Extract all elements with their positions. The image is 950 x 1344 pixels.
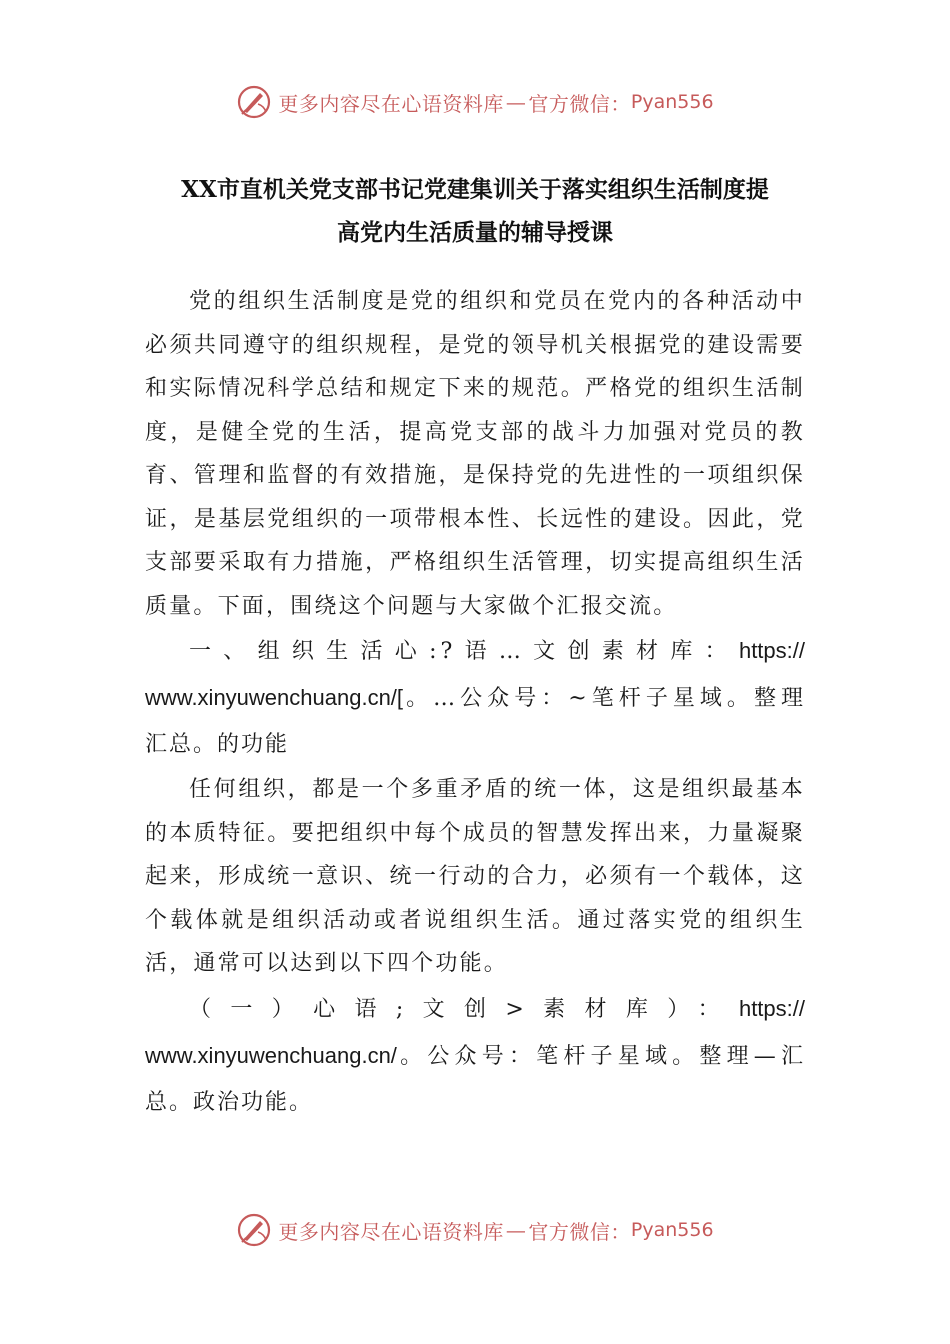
heading-2-line-3: 总。政治功能。 bbox=[145, 1089, 314, 1115]
heading-1-line-3: 汇总。的功能 bbox=[145, 732, 290, 757]
heading-1-line-2-cn: 。…公众号：~笔杆子星域。整理 bbox=[403, 686, 805, 711]
intro-paragraph: 党的组织生活制度是党的组织和党员在党内的各种活动中必须共同遵守的组织规程，是党的领导机关根据党的建设需要和实际情况科学总结和规定下来的规范。严格党的组织生活制度，是健全党的生活，提高党支部的战斗力加强对党员的教育、管理和监督的有效措施，是保持党的先进性的一项组织保证，是基层党组织的一项带根本性、长远性的建设。因此，党支部要采取有力措施，严格组织生活管理，切实提高组织生活质量。下面，围绕这个问题与大家做个汇报交流。 bbox=[145, 289, 805, 619]
heading-1-line-1-url: https:// bbox=[738, 638, 805, 663]
title-line-1: XX市直机关党支部书记党建集训关于落实组织生活制度提 bbox=[181, 176, 769, 203]
section-heading-1 bbox=[145, 628, 805, 768]
banner-official: 官方微信： bbox=[528, 1219, 631, 1244]
document-body bbox=[145, 280, 805, 1126]
heading-1-line-1-cn: 一、组织生活心:?语…文创素材库： bbox=[189, 639, 739, 664]
heading-2-line-1-cn: （一）心语;文创>素材库）： bbox=[189, 996, 739, 1022]
heading-2-line-1 bbox=[145, 986, 805, 1033]
heading-2-line-2-cn: 。公众号：笔杆子星域。整理—汇 bbox=[396, 1043, 805, 1069]
quill-logo-icon bbox=[236, 1212, 272, 1248]
heading-2-line-1-url: https:// bbox=[738, 995, 805, 1021]
header-banner bbox=[0, 80, 950, 124]
banner-dash: — bbox=[505, 90, 527, 114]
functions-paragraph: 任何组织，都是一个多重矛盾的统一体，这是组织最基本的本质特征。要把组织中每个成员的智慧发挥出来，力量凝聚起来，形成统一意识、统一行动的合力，必须有一个载体，这个载体就是组织活动或者说组织生活。通过落实党的组织生活，通常可以达到以下四个功能。 bbox=[145, 777, 805, 976]
document-title bbox=[145, 168, 805, 254]
title-line-2: 高党内生活质量的辅导授课 bbox=[337, 219, 613, 246]
heading-1-line-1 bbox=[145, 628, 805, 675]
banner-dash: — bbox=[505, 1218, 527, 1242]
banner-official: 官方微信： bbox=[528, 91, 631, 116]
quill-logo-icon bbox=[236, 84, 272, 120]
heading-2-line-2 bbox=[145, 1033, 805, 1080]
banner-wechat-id: Pyan556 bbox=[630, 91, 714, 113]
footer-banner bbox=[0, 1208, 950, 1252]
section-heading-2 bbox=[145, 986, 805, 1126]
heading-2-line-2-url: www.xinyuwenchuang.cn/ bbox=[145, 1042, 397, 1068]
banner-wechat-id: Pyan556 bbox=[630, 1219, 714, 1241]
banner-text: 更多内容尽在心语资料库 bbox=[278, 1219, 504, 1244]
heading-1-line-2-url: www.xinyuwenchuang.cn/[ bbox=[145, 685, 404, 710]
heading-1-line-2 bbox=[145, 675, 805, 722]
banner-text: 更多内容尽在心语资料库 bbox=[278, 91, 504, 116]
